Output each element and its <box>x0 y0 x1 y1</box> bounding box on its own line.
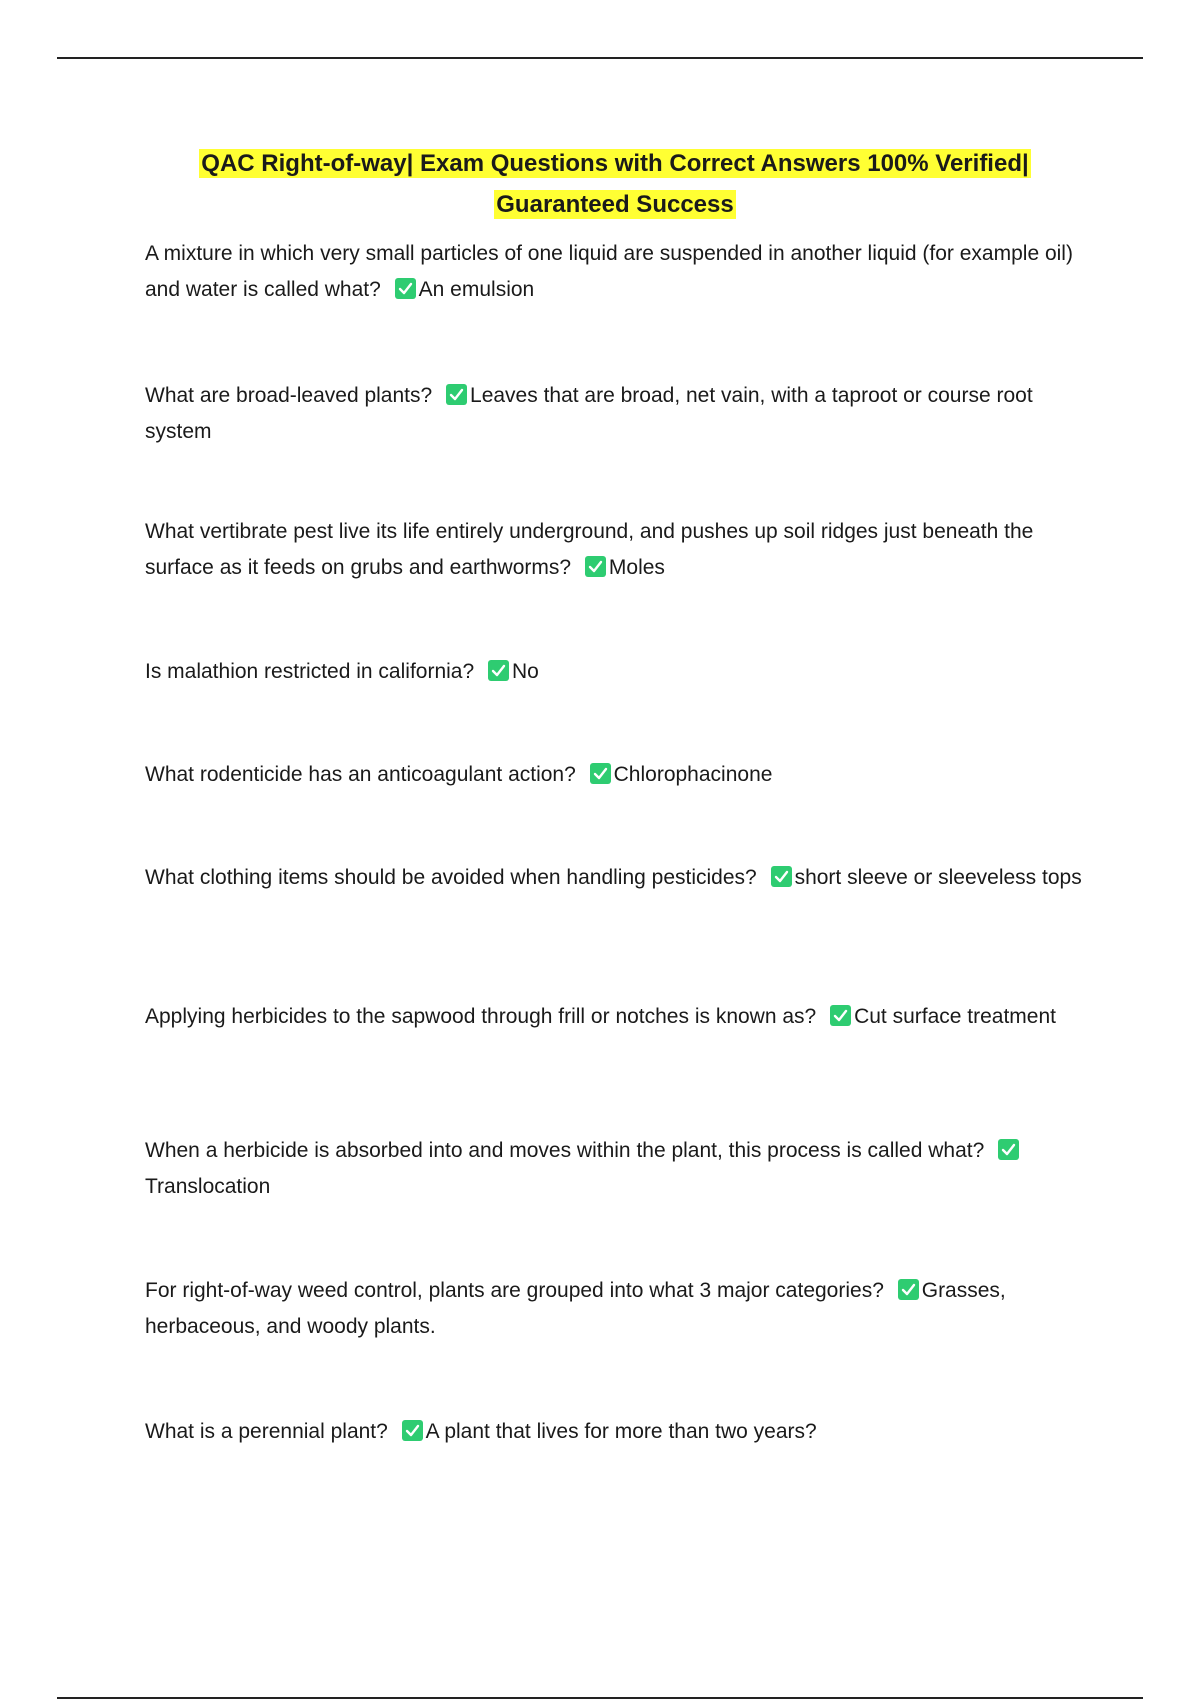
qa-item <box>145 378 1095 450</box>
header-rule <box>57 57 1143 59</box>
question-text: What clothing items should be avoided when handling pesticides? <box>145 866 757 889</box>
question-text: A mixture in which very small particles of one liquid are suspended in another liquid (for example oil) and water is called what? <box>145 242 1073 301</box>
question-text: What rodenticide has an anticoagulant action? <box>145 763 576 786</box>
qa-item <box>145 236 1095 308</box>
check-box-icon <box>590 763 611 784</box>
title-line-2: Guaranteed Success <box>496 191 734 218</box>
qa-item <box>145 999 1095 1035</box>
check-box-icon <box>898 1279 919 1300</box>
qa-item <box>145 654 1095 690</box>
title-line-1: QAC Right-of-way| Exam Questions with Correct Answers 100% Verified| <box>201 150 1029 177</box>
qa-item <box>145 1133 1095 1205</box>
answer-text: Translocation <box>145 1175 271 1198</box>
question-text: Is malathion restricted in california? <box>145 660 475 683</box>
answer-text: Cut surface treatment <box>854 1005 1056 1028</box>
qa-item <box>145 1273 1095 1345</box>
question-text: For right-of-way weed control, plants are grouped into what 3 major categories? <box>145 1279 884 1302</box>
question-text: Applying herbicides to the sapwood through frill or notches is known as? <box>145 1005 817 1028</box>
answer-text: Grasses, herbaceous, and woody plants. <box>145 1279 1006 1338</box>
answer-text: Leaves that are broad, net vain, with a taproot or course root system <box>145 384 1033 443</box>
question-text: When a herbicide is absorbed into and moves within the plant, this process is called what? <box>145 1139 985 1162</box>
check-box-icon <box>395 278 416 299</box>
question-text: What are broad-leaved plants? <box>145 384 433 407</box>
answer-text: Chlorophacinone <box>613 763 773 786</box>
check-box-icon <box>446 384 467 405</box>
qa-item <box>145 860 1095 896</box>
check-box-icon <box>771 866 792 887</box>
answer-text: A plant that lives for more than two years? <box>425 1420 817 1443</box>
answer-text: Moles <box>608 556 665 579</box>
question-text: What vertibrate pest live its life entirely underground, and pushes up soil ridges just beneath the surface as it feeds on grubs and earthworms? <box>145 520 1034 579</box>
footer-rule <box>57 1697 1143 1699</box>
check-box-icon <box>488 660 509 681</box>
qa-item <box>145 757 1095 793</box>
answer-text: short sleeve or sleeveless tops <box>794 866 1082 889</box>
document-title <box>130 143 1100 225</box>
check-box-icon <box>830 1005 851 1026</box>
qa-item <box>145 514 1095 586</box>
check-box-icon <box>998 1139 1019 1160</box>
answer-text: An emulsion <box>418 278 535 301</box>
answer-text: No <box>512 660 539 683</box>
question-text: What is a perennial plant? <box>145 1420 388 1443</box>
qa-item <box>145 1414 1095 1450</box>
check-box-icon <box>585 556 606 577</box>
check-box-icon <box>402 1420 423 1441</box>
